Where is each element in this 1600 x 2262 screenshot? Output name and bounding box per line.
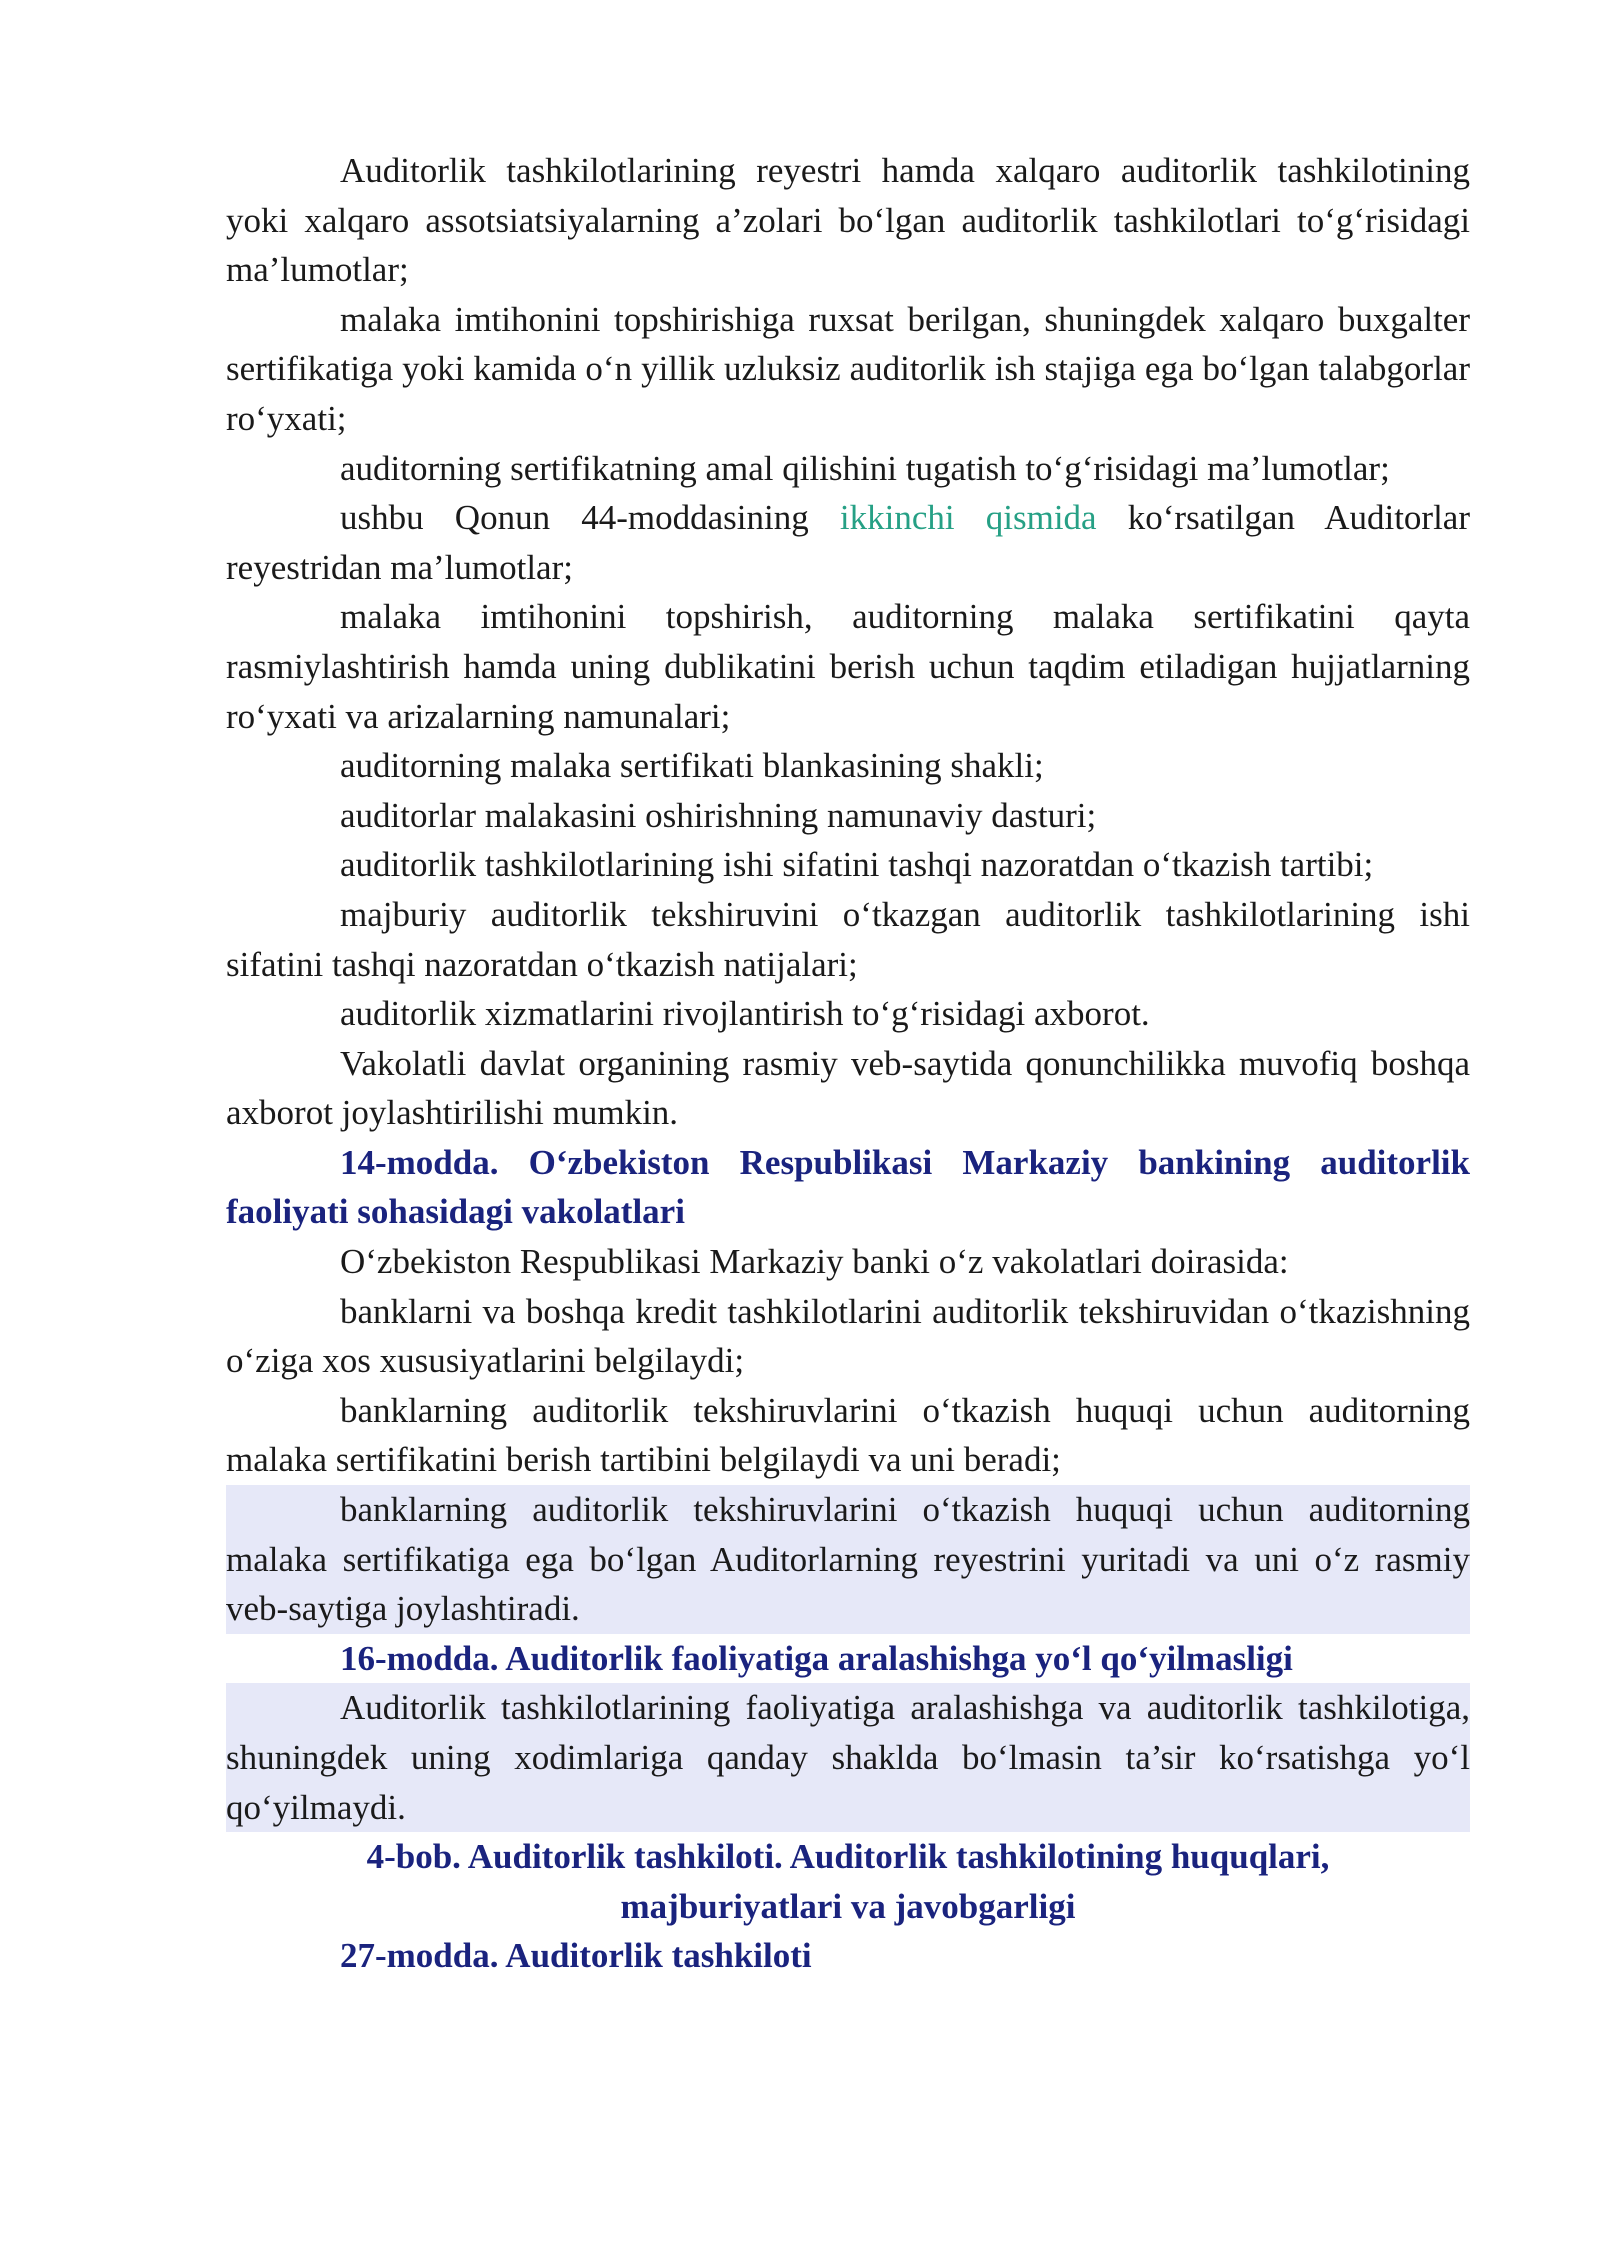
list-item-certificate-blank: auditorning malaka sertifikati blankasining shakli;	[340, 746, 1044, 786]
law-text	[226, 146, 1470, 1981]
list-item-registry-info: Auditorlik tashkilotlarining reyestri hamda xalqaro auditorlik tashkilotining yoki xalqaro assotsiatsiyalarning a’zolari bo‘lgan auditorlik tashkilotlari to‘g‘risidagi ma’lumotlar;	[226, 151, 1470, 290]
link-article-44-part-2[interactable]: ikkinchi qismida	[839, 498, 1097, 538]
list-item-quality-control-results: majburiy auditorlik tekshiruvini o‘tkazgan auditorlik tashkilotlarining ishi sifatini tashqi nazoratdan o‘tkazish natijalari;	[226, 894, 1470, 984]
list-item-development-info: auditorlik xizmatlarini rivojlantirish to‘g‘risidagi axborot.	[340, 994, 1150, 1034]
list-item-quality-control-procedure: auditorlik tashkilotlarining ishi sifatini tashqi nazoratdan o‘tkazish tartibi;	[340, 845, 1374, 885]
text-after-link: ko‘rsatilgan Auditorlar reyestridan ma’lumotlar;	[226, 498, 1470, 587]
list-item-training-program: auditorlar malakasini oshirishning namunaviy dasturi;	[340, 795, 1097, 835]
chapter-4-heading-line-2: majburiyatlari va javobgarligi	[620, 1886, 1076, 1926]
article-27-heading: 27-modda. Auditorlik tashkiloti	[340, 1936, 812, 1976]
article-14-item-banks-audit: banklarni va boshqa kredit tashkilotlarini auditorlik tekshiruvidan o‘tkazishning o‘ziga xos xususiyatlarini belgilaydi;	[226, 1291, 1470, 1381]
list-item-document-samples: malaka imtihonini topshirish, auditorning malaka sertifikatini qayta rasmiylashtirish hamda uning dublikatini berish uchun taqdim etiladigan hujjatlarning ro‘yxati va arizalarning namunalari;	[226, 597, 1470, 736]
article-14-heading: 14-modda. O‘zbekiston Respublikasi Markaziy bankining auditorlik faoliyati sohasidagi vakolatlari	[226, 1142, 1470, 1232]
chapter-4-heading-line-1: 4-bob. Auditorlik tashkiloti. Auditorlik tashkilotining huquqlari,	[366, 1837, 1330, 1877]
list-item-applicants-list: malaka imtihonini topshirishiga ruxsat berilgan, shuningdek xalqaro buxgalter sertifikatiga yoki kamida o‘n yillik uzluksiz auditorlik ish stajiga ega bo‘lgan talabgorlar ro‘yxati;	[226, 299, 1470, 438]
article-14-intro: O‘zbekiston Respublikasi Markaziy banki o‘z vakolatlari doirasida:	[340, 1242, 1289, 1282]
text-before-link: ushbu Qonun 44-moddasining	[340, 498, 840, 538]
article-14-item-certificate-procedure: banklarning auditorlik tekshiruvlarini o‘tkazish huquqi uchun auditorning malaka sertifikatini berish tartibini belgilaydi va uni beradi;	[226, 1390, 1470, 1480]
article-16-text-highlighted: Auditorlik tashkilotlarining faoliyatiga aralashishga va auditorlik tashkilotiga, shuningdek uning xodimlariga qanday shaklda bo‘lmasin ta’sir ko‘rsatishga yo‘l qo‘yilmaydi.	[226, 1683, 1470, 1832]
list-item-auditors-registry-extract	[226, 493, 1470, 592]
article-16-heading: 16-modda. Auditorlik faoliyatiga aralashishga yo‘l qo‘yilmasligi	[340, 1638, 1293, 1678]
article-14-item-registry-highlighted: banklarning auditorlik tekshiruvlarini o‘tkazish huquqi uchun auditorning malaka sertifikatiga ega bo‘lgan Auditorlarning reyestrini yuritadi va uni o‘z rasmiy veb-saytiga joylashtiradi.	[226, 1485, 1470, 1634]
paragraph-other-info: Vakolatli davlat organining rasmiy veb-saytida qonunchilikka muvofiq boshqa axborot joylashtirilishi mumkin.	[226, 1043, 1470, 1133]
list-item-certificate-termination: auditorning sertifikatning amal qilishini tugatish to‘g‘risidagi ma’lumotlar;	[340, 448, 1390, 488]
